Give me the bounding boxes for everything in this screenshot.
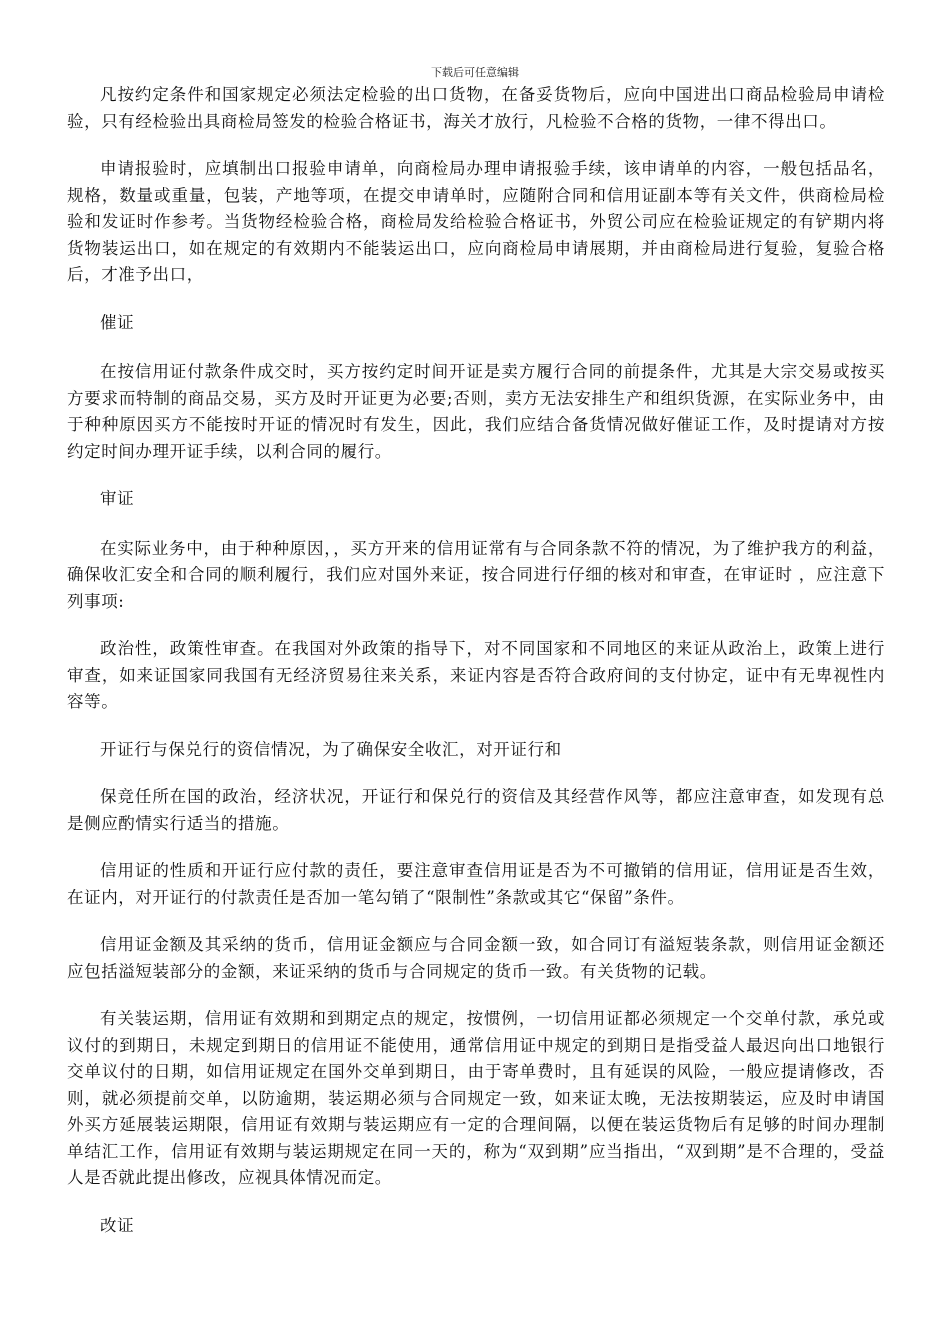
paragraph-shipment-expiry: 有关装运期，信用证有效期和到期定点的规定，按惯例，一切信用证都必须规定一个交单付款，承兑或议付的到期日，未规定到期日的信用证不能使用，通常信用证中规定的到期日是指受益人最迟向出口地银行交单议付的日期，如信用证规定在国外交单到期日，由于寄单费时，且有延误的风险，一般应提请修改，否则，就必须提前交单，以防逾期，装运期必须与合同规定一致，如来证太晚，无法按期装运，应及时申请国外买方延展装运期限，信用证有效期与装运期应有一定的合理间隔，以便在装运货物后有足够的时间办理制单结汇工作，信用证有效期与装运期规定在同一天的，称为“双到期”应当指出，“双到期”是不合理的，受益人是否就此提出修改，应视具体情况而定。 [67,1009,885,1187]
paragraph-bank-credit-cont: 保竞任所在国的政治，经济状况，开证行和保兑行的资信及其经营作风等，都应注意审查，如发现有总是侧应酌情实行适当的措施。 [67,787,885,833]
section-heading-urge-lc: 催证 [100,312,135,332]
paragraph-urge-lc: 在按信用证付款条件成交时，买方按约定时间开证是卖方履行合同的前提条件，尤其是大宗交易或按买方要求而特制的商品交易，买方及时开证更为必要;否则，卖方无法安排生产和组织货源，在实际业务中，由于种种原因买方不能按时开证的情况时有发生，因此，我们应结合备货情况做好催证工作，及时提请对方按约定时间办理开证手续，以利合同的履行。 [67,362,885,461]
header-note: 下载后可任意编辑 [431,66,519,79]
paragraph-lc-amount: 信用证金额及其采纳的货币，信用证金额应与合同金额一致，如合同订有溢短装条款，则信用证金额还应包括溢短装部分的金额，来证采纳的货币与合同规定的货币一致。有关货物的记载。 [67,935,885,981]
paragraph-political-review: 政治性，政策性审查。在我国对外政策的指导下，对不同国家和不同地区的来证从政治上，政策上进行审查，如来证国家同我国有无经济贸易往来关系，来证内容是否符合政府间的支付协定，证中有无卑视性内容等。 [67,639,885,711]
section-heading-amend-lc: 改证 [100,1215,135,1235]
paragraph-lc-nature: 信用证的性质和开证行应付款的责任，要注意审查信用证是否为不可撤销的信用证，信用证是否生效，在证内，对开证行的付款责任是否加一笔勾销了“限制性”条款或其它“保留”条件。 [67,861,885,907]
paragraph-bank-credit: 开证行与保兑行的资信情况，为了确保安全收汇，对开证行和 [100,739,562,759]
paragraph-review-intro: 在实际业务中，由于种种原因，，买方开来的信用证常有与合同条款不符的情况，为了维护我方的利益，确保收汇安全和合同的顺利履行，我们应对国外来证，按合同进行仔细的核对和审查，在审证时 ，应注意下列事项: [67,538,885,611]
paragraph-inspection: 凡按约定条件和国家规定必须法定检验的出口货物，在备妥货物后，应向中国进出口商品检验局申请检验，只有经检验出具商检局签发的检验合格证书，海关才放行，凡检验不合格的货物，一律不得出口。 [67,85,885,131]
section-heading-review-lc: 审证 [100,489,135,508]
document-body [67,82,885,1262]
paragraph-application: 申请报验时，应填制出口报验申请单，向商检局办理申请报验手续，该申请单的内容，一般包括品名，规格，数量或重量，包装，产地等项，在提交申请单时，应随附合同和信用证副本等有关文件，供商检局检验和发证时作参考。当货物经检验合格，商检局发给检验合格证书，外贸公司应在检验证规定的有铲期内将货物装运出口，如在规定的有效期内不能装运出口，应向商检局申请展期，并由商检局进行复验，复验合格后，才准予出口， [67,159,885,284]
